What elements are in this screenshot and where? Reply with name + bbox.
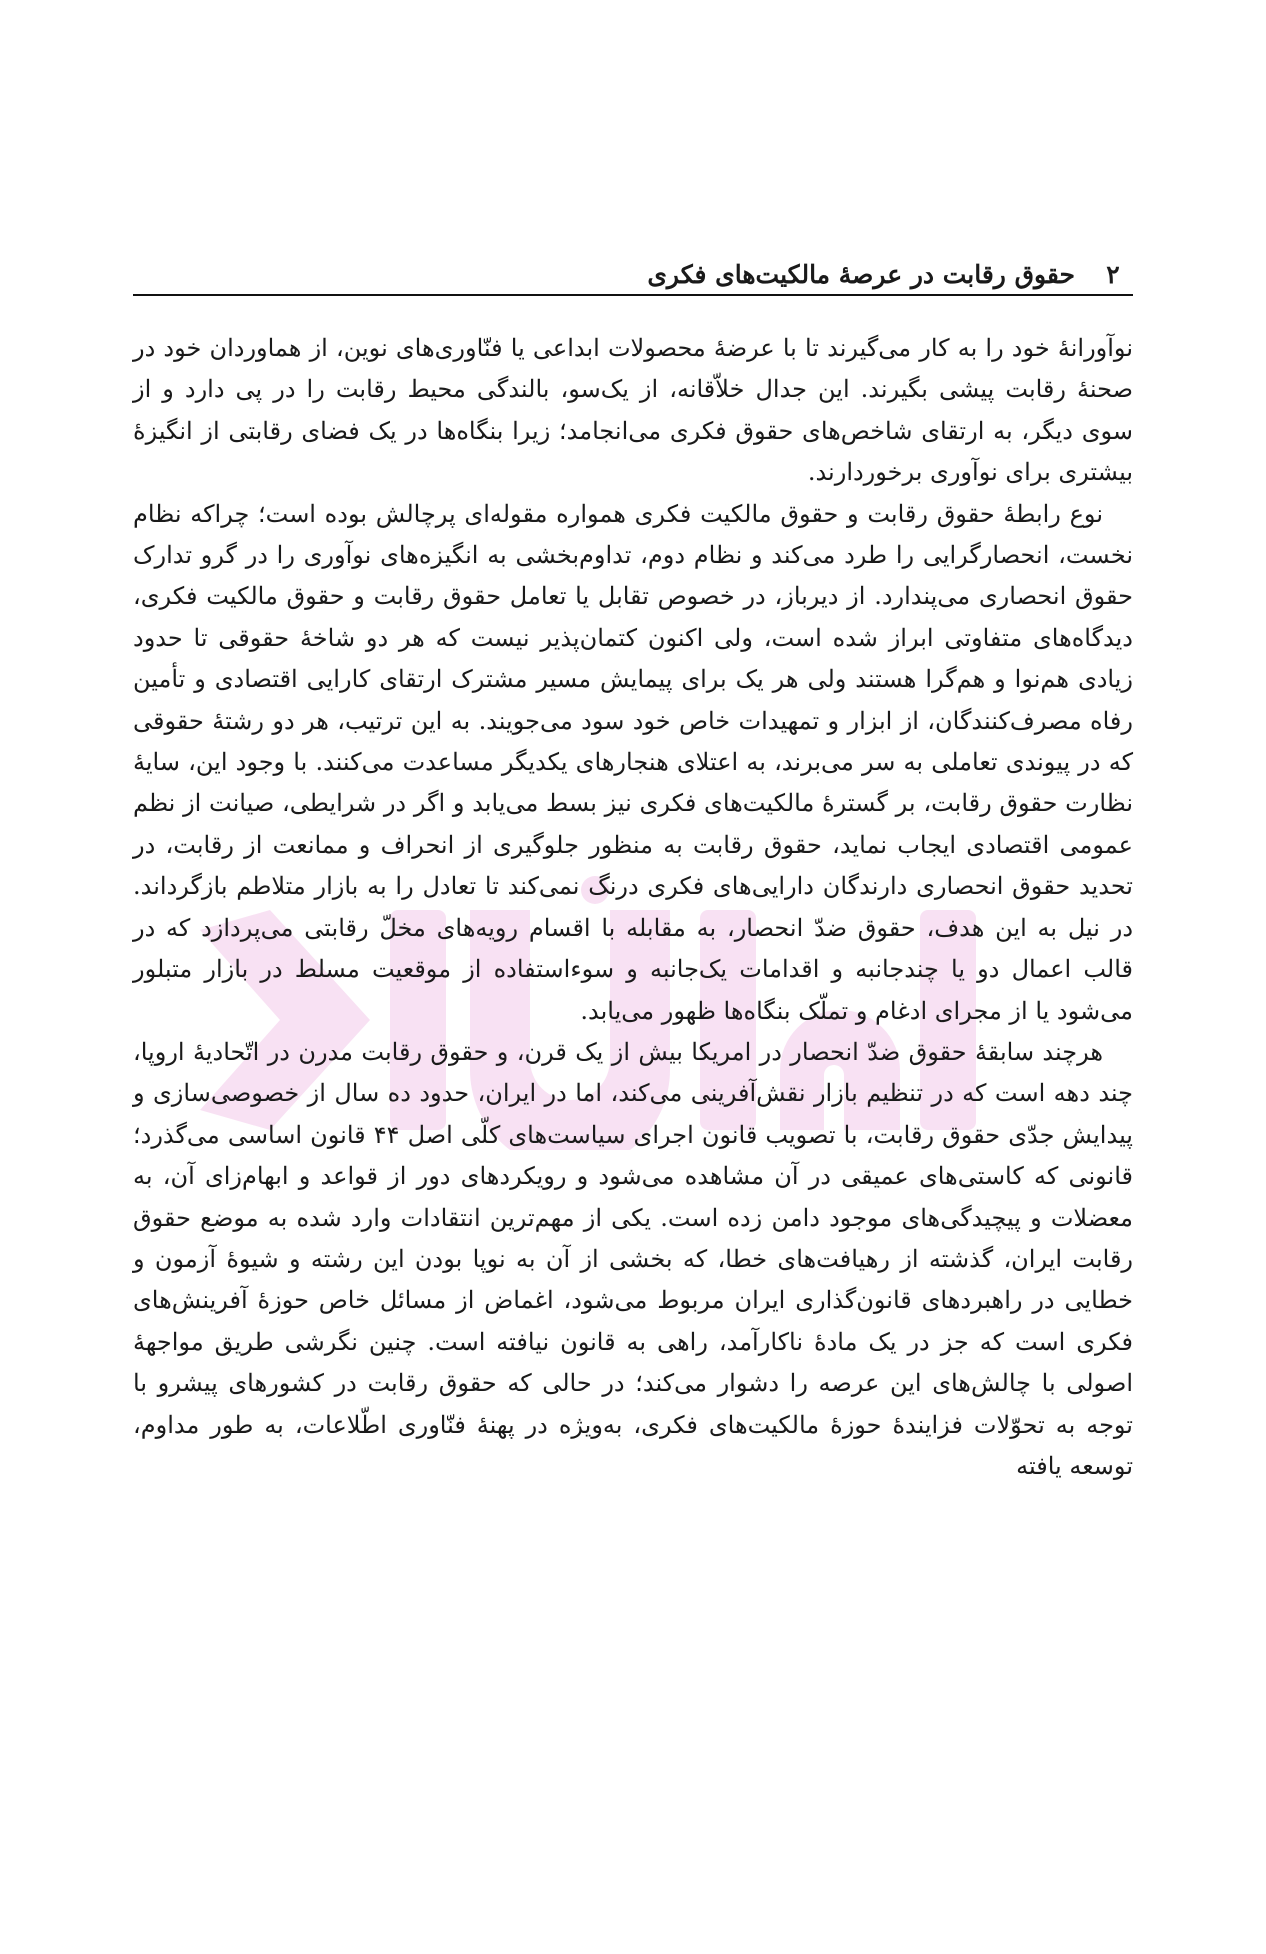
running-title: حقوق رقابت در عرصهٔ مالکیت‌های فکری	[647, 259, 1075, 289]
paragraph-3: هرچند سابقهٔ حقوق ضدّ انحصار در امریکا بیش از یک قرن، و حقوق رقابت مدرن در اتّحادیهٔ اروپا، چند دهه است که در تنظیم بازار نقش‌آفرینی می‌کند، اما در ایران، حدود ده سال از خصوصی‌سازی و پیدایش جدّی حقوق رقابت، با تصویب قانون اجرای سیاست‌های کلّی اصل ۴۴ قانون اساسی می‌گذرد؛ قانونی که کاستی‌های عمیقی در آن مشاهده می‌شود و رویکردهای دور از قواعد و ابهام‌زای آن، به معضلات و پیچیدگی‌های موجود دامن زده است. یکی از مهم‌ترین انتقادات وارد شده به موضع حقوق رقابت ایران، گذشته از رهیافت‌های خطا، که بخشی از آن به نوپا بودن این رشته و شیوهٔ آزمون و خطایی در راهبردهای قانون‌گذاری ایران مربوط می‌شود، اغماض از مسائل خاص حوزهٔ آفرینش‌های فکری است که جز در یک مادهٔ ناکارآمد، راهی به قانون نیافته است. چنین نگرشی طریق مواجههٔ اصولی با چالش‌های این عرصه را دشوار می‌کند؛ در حالی که حقوق رقابت در کشورهای پیشرو با توجه به تحوّلات فزایندهٔ حوزهٔ مالکیت‌های فکری، به‌ویژه در پهنهٔ فنّاوری اطّلاعات، به طور مداوم، توسعه یافته	[133, 1037, 1133, 1480]
paragraph-2: نوع رابطهٔ حقوق رقابت و حقوق مالکیت فکری همواره مقوله‌ای پرچالش بوده است؛ چراکه نظام نخست، انحصارگرایی را طرد می‌کند و نظام دوم، تداوم‌بخشی به انگیزه‌های نوآوری را در گرو تدارک حقوق انحصاری می‌پندارد. از دیرباز، در خصوص تقابل یا تعامل حقوق رقابت و حقوق مالکیت فکری، دیدگاه‌های متفاوتی ابراز شده است، ولی اکنون کتمان‌پذیر نیست که هر دو شاخهٔ حقوقی تا حدود زیادی هم‌نوا و هم‌گرا هستند ولی هر یک برای پیمایش مسیر مشترک ارتقای کارایی اقتصادی و تأمین رفاه مصرف‌کنندگان، از ابزار و تمهیدات خاص خود سود می‌جویند. به این ترتیب، هر دو رشتهٔ حقوقی که در پیوندی تعاملی به سر می‌برند، به اعتلای هنجارهای یکدیگر مساعدت می‌کنند. با وجود این، سایهٔ نظارت حقوق رقابت، بر گسترهٔ مالکیت‌های فکری نیز بسط می‌یابد و اگر در شرایطی، صیانت از نظم عمومی اقتصادی ایجاب نماید، حقوق رقابت به منظور جلوگیری از انحراف و ممانعت از رقابت، در تحدید حقوق انحصاری دارندگان دارایی‌های فکری درنگ نمی‌کند تا تعادل را به بازار متلاطم بازگرداند. در نیل به این هدف، حقوق ضدّ انحصار، به مقابله با اقسام رویه‌های مخلّ رقابتی می‌پردازد که در قالب اعمال دو یا چندجانبه و اقدامات یک‌جانبه و سوءاستفاده از موقعیت مسلط در بازار متبلور می‌شود یا از مجرای ادغام و تملّک بنگاه‌ها ظهور می‌یابد.	[133, 499, 1134, 1025]
body-text	[133, 328, 1133, 1487]
header-rule	[133, 294, 1133, 296]
page-header	[133, 254, 1133, 294]
paragraph-1: نوآورانهٔ خود را به کار می‌گیرند تا با عرضهٔ محصولات ابداعی یا فنّاوری‌های نوین، از هماوردان خود در صحنهٔ رقابت پیشی بگیرند. این جدال خلاّقانه، از یک‌سو، بالندگی محیط رقابت را در پی دارد و از سوی دیگر، به ارتقای شاخص‌های حقوق فکری می‌انجامد؛ زیرا بنگاه‌ها در یک فضای رقابتی از انگیزهٔ بیشتری برای نوآوری برخوردارند.	[133, 334, 1133, 487]
page-number: ۲	[1106, 259, 1120, 289]
